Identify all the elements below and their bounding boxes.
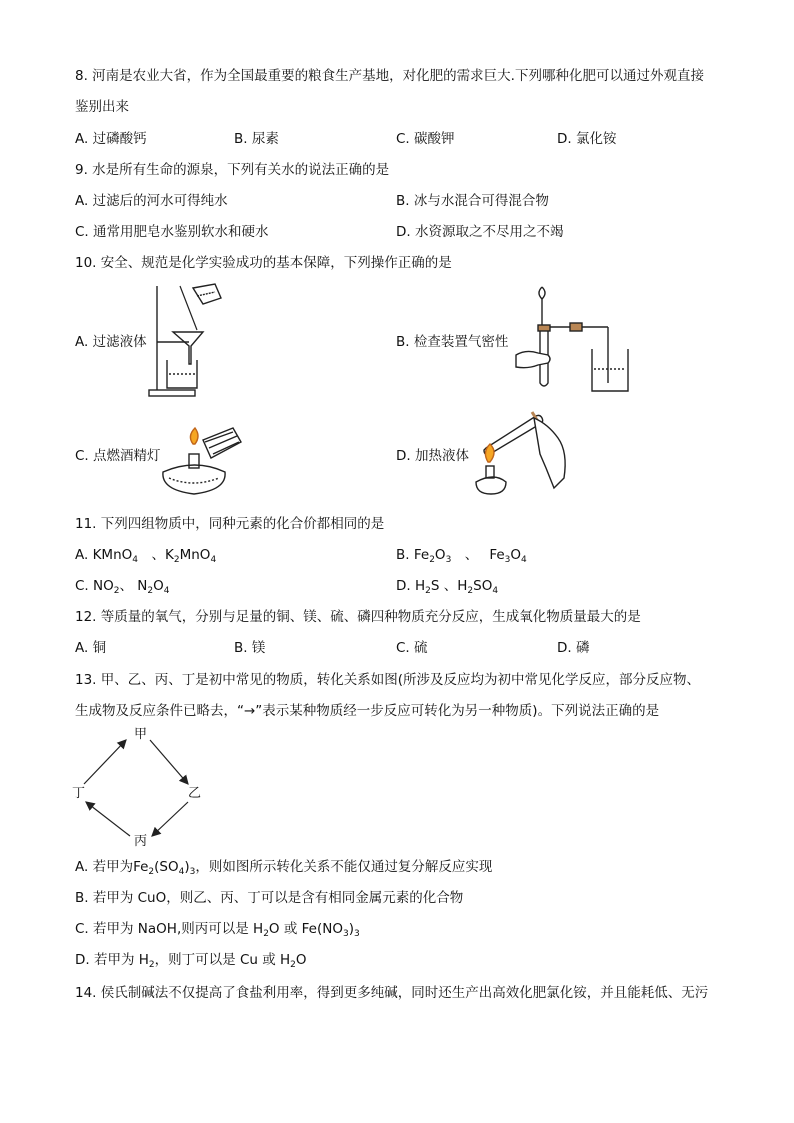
q12-option-d[interactable]: D. 磷 xyxy=(557,640,590,656)
q13-option-d[interactable] xyxy=(75,950,307,970)
q11-b-text-3: 、 Fe xyxy=(451,547,505,563)
q8-stem-line1: 8. 河南是农业大省，作为全国最重要的粮食生产基地，对化肥的需求巨大.下列哪种化肥可以通过外观直接 xyxy=(75,68,704,84)
q12-option-a[interactable]: A. 铜 xyxy=(75,640,107,656)
q11-option-c[interactable] xyxy=(75,576,169,596)
q11-c-sub-1: 2 xyxy=(113,586,120,596)
q11-a-text-2: 、K xyxy=(138,547,174,563)
q8-stem-line2: 鉴别出来 xyxy=(75,99,129,115)
q11-c-sub-3: 4 xyxy=(163,586,170,596)
q11-option-d[interactable] xyxy=(396,576,498,596)
diagram-node-bing: 丙 xyxy=(134,834,148,849)
q13-option-a[interactable] xyxy=(75,857,492,877)
q13-d-text-1: D. 若甲为 H xyxy=(75,952,149,968)
q11-a-sub-1: 4 xyxy=(132,555,138,565)
heating-liquid-image xyxy=(470,402,580,498)
arrow-jia-to-yi xyxy=(150,740,188,784)
q12-stem: 12. 等质量的氧气，分别与足量的铜、镁、硫、磷四种物质充分反应，生成氧化物质量最大的是 xyxy=(75,609,641,625)
q13-stem-line1: 13. 甲、乙、丙、丁是初中常见的物质，转化关系如图(所涉及反应均为初中常见化学反应，部分反应物、 xyxy=(75,672,701,688)
q11-b-text-2: O xyxy=(434,547,446,563)
q8-option-b[interactable]: B. 尿素 xyxy=(234,131,279,147)
q11-c-text-2: 、 N xyxy=(119,578,148,594)
q13-option-b[interactable]: B. 若甲为 CuO，则乙、丙、丁可以是含有相同金属元素的化合物 xyxy=(75,890,464,906)
q13-c-sub-2: 3 xyxy=(342,929,349,939)
arrow-ding-to-jia xyxy=(84,740,126,784)
q11-c-text-3: O xyxy=(153,578,164,594)
q9-option-b[interactable]: B. 冰与水混合可得混合物 xyxy=(396,193,549,209)
q11-stem: 11. 下列四组物质中，同种元素的化合价都相同的是 xyxy=(75,516,385,532)
diagram-node-jia: 甲 xyxy=(134,727,148,742)
q13-a-sub-1: 2 xyxy=(148,867,155,877)
q9-option-a[interactable]: A. 过滤后的河水可得纯水 xyxy=(75,193,228,209)
lighting-alcohol-lamp-image xyxy=(155,412,247,498)
q11-a-sub-2: 2 xyxy=(173,555,180,565)
q11-c-text-1: C. NO xyxy=(75,578,114,594)
q11-b-sub-1: 2 xyxy=(429,555,435,565)
q13-c-text-3: ) xyxy=(348,921,354,937)
arrow-yi-to-bing xyxy=(152,802,188,836)
q9-stem: 9. 水是所有生命的源泉，下列有关水的说法正确的是 xyxy=(75,162,390,178)
q11-b-sub-3: 3 xyxy=(504,555,511,565)
q11-d-text-1: D. H xyxy=(396,578,426,594)
q13-a-text-1: A. 若甲为Fe xyxy=(75,859,149,875)
q13-a-sub-3: 3 xyxy=(189,867,196,877)
q12-option-b[interactable]: B. 镁 xyxy=(234,640,266,656)
q13-a-text-2: (SO xyxy=(154,859,179,875)
diagram-node-yi: 乙 xyxy=(188,786,202,801)
q11-d-sub-2: 2 xyxy=(467,586,474,596)
q11-a-text-1: A. KMnO xyxy=(75,547,133,563)
q8-option-d[interactable]: D. 氯化铵 xyxy=(557,131,617,147)
q13-option-c[interactable] xyxy=(75,919,360,939)
q13-c-text-2: O 或 Fe(NO xyxy=(268,921,343,937)
q13-a-sub-2: 4 xyxy=(178,867,185,877)
q11-a-sub-3: 4 xyxy=(210,555,217,565)
q13-d-sub-1: 2 xyxy=(148,960,155,970)
diagram-node-ding: 丁 xyxy=(72,786,86,801)
q8-option-a[interactable]: A. 过磷酸钙 xyxy=(75,131,147,147)
q11-d-sub-3: 4 xyxy=(492,586,499,596)
q10-option-a[interactable]: A. 过滤液体 xyxy=(75,334,147,350)
q11-d-sub-1: 2 xyxy=(425,586,431,596)
q13-stem-line2: 生成物及反应条件已略去，“→”表示某种物质经一步反应可转化为另一种物质)。下列说法正确的是 xyxy=(75,703,660,719)
q13-a-text-3: ) xyxy=(184,859,190,875)
q12-option-c[interactable]: C. 硫 xyxy=(396,640,428,656)
q11-c-sub-2: 2 xyxy=(147,586,154,596)
q13-d-text-3: O xyxy=(295,952,307,968)
q11-b-text-1: B. Fe xyxy=(396,547,430,563)
q11-option-a[interactable] xyxy=(75,545,216,565)
q13-c-sub-1: 2 xyxy=(263,929,269,939)
q11-d-text-3: SO xyxy=(473,578,493,594)
q10-option-b[interactable]: B. 检查装置气密性 xyxy=(396,334,509,350)
q9-option-d[interactable]: D. 水资源取之不尽用之不竭 xyxy=(396,224,564,240)
airtightness-check-apparatus-image xyxy=(514,283,639,398)
q11-b-sub-4: 4 xyxy=(521,555,527,565)
q10-stem: 10. 安全、规范是化学实验成功的基本保障，下列操作正确的是 xyxy=(75,255,452,271)
q13-d-sub-2: 2 xyxy=(290,960,296,970)
q13-d-text-2: ，则丁可以是 Cu 或 H xyxy=(154,952,291,968)
q10-option-c[interactable]: C. 点燃酒精灯 xyxy=(75,448,161,464)
q9-option-c[interactable]: C. 通常用肥皂水鉴别软水和硬水 xyxy=(75,224,269,240)
q11-b-text-4: O xyxy=(510,547,522,563)
q11-a-text-3: MnO xyxy=(179,547,211,563)
q11-b-sub-2: 3 xyxy=(445,555,452,565)
filtration-apparatus-image xyxy=(145,282,235,402)
q8-option-c[interactable]: C. 碳酸钾 xyxy=(396,131,455,147)
q14-stem-line1: 14. 侯氏制碱法不仅提高了食盐利用率，得到更多纯碱，同时还生产出高效化肥氯化铵，并且能耗低、无污 xyxy=(75,985,709,1001)
arrow-bing-to-ding xyxy=(86,802,130,836)
q13-c-sub-3: 3 xyxy=(353,929,360,939)
q10-option-d[interactable]: D. 加热液体 xyxy=(396,448,469,464)
q13-c-text-1: C. 若甲为 NaOH,则丙可以是 H xyxy=(75,921,264,937)
q11-option-b[interactable] xyxy=(396,545,527,565)
q11-d-text-2: S 、H xyxy=(430,578,468,594)
q13-a-text-4: ，则如图所示转化关系不能仅通过复分解反应实现 xyxy=(195,859,493,875)
